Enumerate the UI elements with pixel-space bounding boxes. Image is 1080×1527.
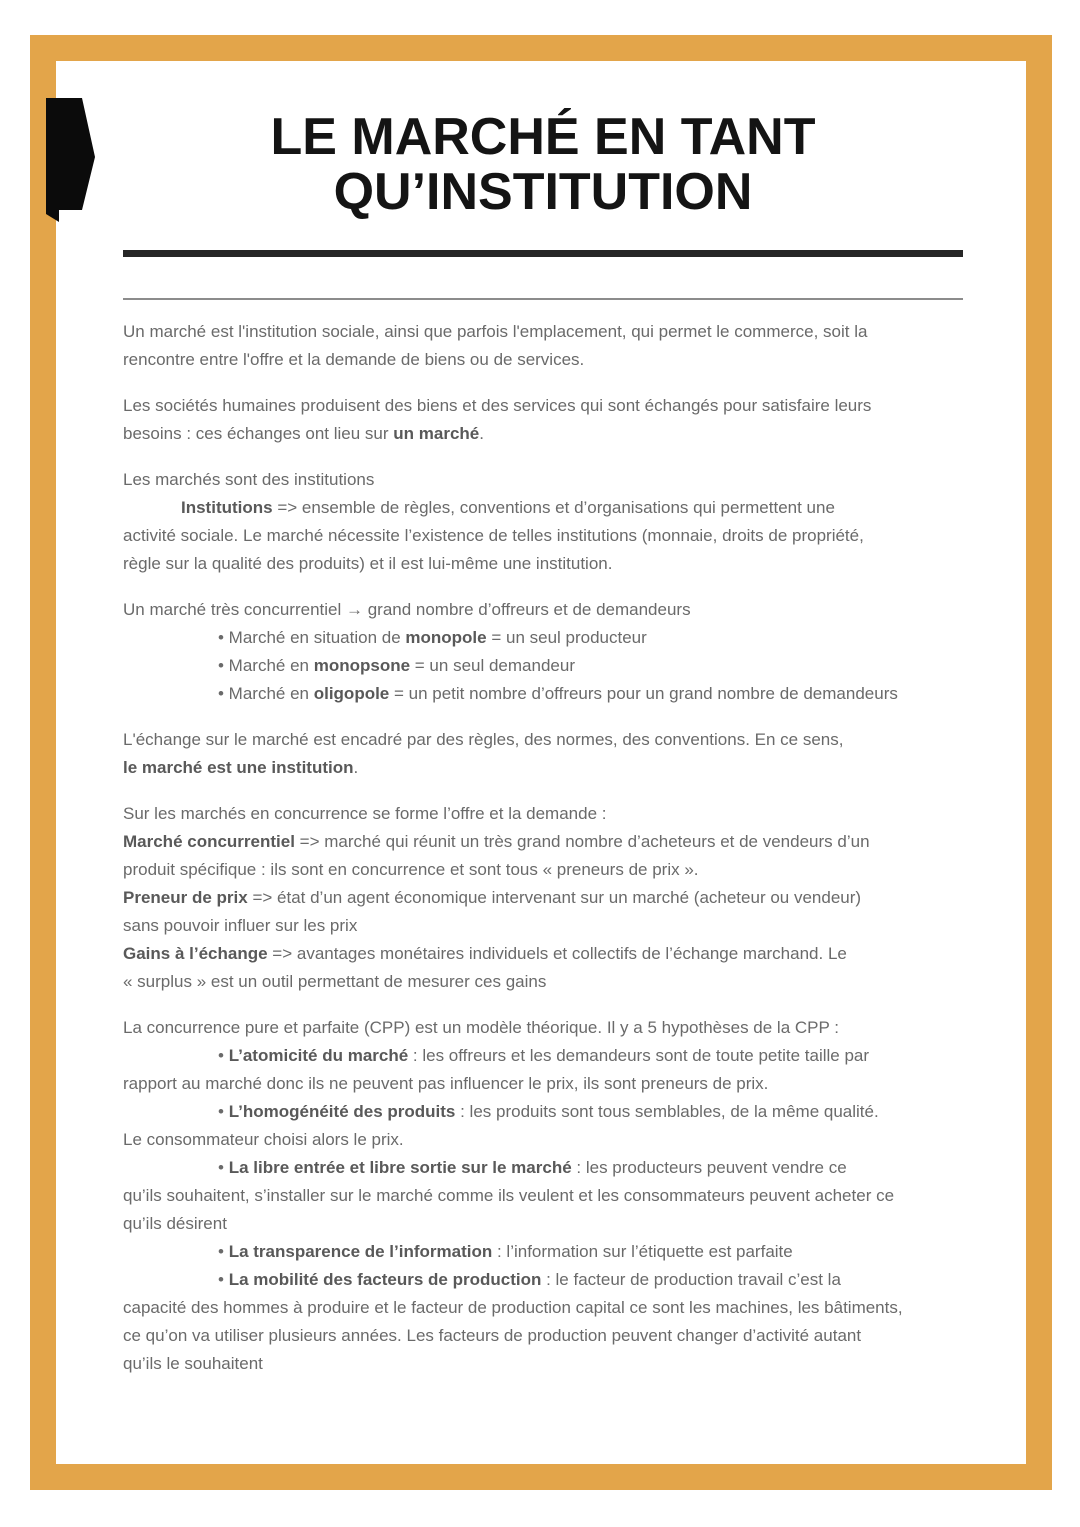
page-title-line-1: LE MARCHÉ EN TANT	[270, 108, 816, 166]
bold-text-run: La mobilité des facteurs de production	[228, 1270, 542, 1289]
text-run: : l’information sur l’étiquette est parfaite	[492, 1242, 793, 1261]
paragraph-marches-institutions	[123, 466, 963, 494]
document-body	[123, 318, 963, 1378]
definition-preneur-de-prix	[123, 884, 963, 940]
intro-definition	[123, 318, 963, 374]
definition-institutions	[123, 494, 963, 578]
bullet-libre-entree	[123, 1154, 963, 1238]
bold-text-run: monopole	[405, 628, 487, 647]
paragraph-cpp	[123, 1014, 963, 1042]
text-run: La concurrence pure et parfaite (CPP) est un modèle théorique. Il y a 5 hypothèses de la CPP :	[123, 1018, 839, 1037]
text-run: Les marchés sont des institutions	[123, 470, 375, 489]
bold-text-run: le marché est une institution	[123, 758, 354, 777]
text-run: : les producteurs peuvent vendre ce	[571, 1158, 847, 1177]
text-run: sans pouvoir influer sur les prix	[123, 916, 358, 935]
text-run: •	[218, 1270, 229, 1289]
text-run: qu’ils désirent	[123, 1214, 227, 1233]
bold-text-run: oligopole	[313, 684, 390, 703]
text-run: produit spécifique : ils sont en concurrence et sont tous « preneurs de prix ».	[123, 860, 699, 879]
text-run: rapport au marché donc ils ne peuvent pas influencer le prix, ils sont preneurs de prix.	[123, 1074, 769, 1093]
text-run: Les sociétés humaines produisent des biens et des services qui sont échangés pour satisfaire leurs	[123, 396, 872, 415]
paragraph-offre-demande	[123, 800, 963, 828]
bold-text-run: L’atomicité du marché	[228, 1046, 409, 1065]
paragraph-societes	[123, 392, 963, 448]
bullet-atomicite	[123, 1042, 963, 1098]
text-run: = un seul demandeur	[410, 656, 575, 675]
bold-text-run: La transparence de l’information	[228, 1242, 493, 1261]
text-run: Sur les marchés en concurrence se forme l’offre et la demande :	[123, 804, 607, 823]
definition-gains-echange	[123, 940, 963, 996]
text-run: => ensemble de règles, conventions et d’organisations qui permettent une	[272, 498, 835, 517]
bullet-transparence	[123, 1238, 963, 1266]
definition-marche-concurrentiel	[123, 828, 963, 884]
bullet-monopole	[123, 624, 963, 652]
text-run: => avantages monétaires individuels et collectifs de l’échange marchand. Le	[267, 944, 847, 963]
bullet-monopsone	[123, 652, 963, 680]
text-run: •	[218, 1158, 229, 1177]
text-run: .	[479, 424, 484, 443]
text-run: : les produits sont tous semblables, de la même qualité.	[455, 1102, 879, 1121]
bold-text-run: La libre entrée et libre sortie sur le marché	[228, 1158, 572, 1177]
text-run: => état d’un agent économique intervenant sur un marché (acheteur ou vendeur)	[247, 888, 862, 907]
bold-text-run: Preneur de prix	[123, 888, 248, 907]
text-run: : le facteur de production travail c’est la	[541, 1270, 841, 1289]
text-run: Un marché est l'institution sociale, ainsi que parfois l'emplacement, qui permet le commerce, soit la	[123, 322, 868, 341]
page-title	[123, 110, 963, 220]
text-run: • Marché en situation de	[218, 628, 406, 647]
title-rule-thick	[123, 250, 963, 257]
text-run: Le consommateur choisi alors le prix.	[123, 1130, 404, 1149]
document-content	[123, 60, 963, 1378]
bold-text-run: un marché	[393, 424, 480, 443]
bullet-homogeneite	[123, 1098, 963, 1154]
text-run: = un seul producteur	[486, 628, 647, 647]
text-run: L'échange sur le marché est encadré par des règles, des normes, des conventions. En ce sens,	[123, 730, 844, 749]
text-run: • Marché en	[218, 684, 314, 703]
text-run: : les offreurs et les demandeurs sont de toute petite taille par	[408, 1046, 870, 1065]
text-run: .	[353, 758, 359, 777]
title-rule-thin	[123, 298, 963, 300]
text-run: •	[218, 1242, 229, 1261]
text-run: Un marché très concurrentiel → grand nombre d’offreurs et de demandeurs	[123, 600, 691, 619]
bold-text-run: monopsone	[313, 656, 411, 675]
text-run: « surplus » est un outil permettant de mesurer ces gains	[123, 972, 547, 991]
text-run: •	[218, 1046, 229, 1065]
text-run: • Marché en	[218, 656, 314, 675]
bold-text-run: Gains à l’échange	[123, 944, 268, 963]
text-run: = un petit nombre d’offreurs pour un grand nombre de demandeurs	[389, 684, 898, 703]
text-run: rencontre entre l'offre et la demande de biens ou de services.	[123, 350, 585, 369]
text-run: règle sur la qualité des produits) et il est lui-même une institution.	[123, 554, 613, 573]
bold-text-run: L’homogénéité des produits	[228, 1102, 456, 1121]
text-run: •	[218, 1102, 229, 1121]
text-run: qu’ils le souhaitent	[123, 1354, 263, 1373]
text-run: ce qu’on va utiliser plusieurs années. Les facteurs de production peuvent changer d’activité autant	[123, 1326, 862, 1345]
text-run: qu’ils souhaitent, s’installer sur le marché comme ils veulent et les consommateurs peuvent acheter ce	[123, 1186, 895, 1205]
text-run: capacité des hommes à produire et le facteur de production capital ce sont les machines, les bâtiments,	[123, 1298, 903, 1317]
bold-text-run: Institutions	[181, 498, 273, 517]
paragraph-marche-tres-concurrentiel	[123, 596, 963, 624]
text-run: => marché qui réunit un très grand nombre d’acheteurs et de vendeurs d’un	[294, 832, 870, 851]
bold-text-run: Marché concurrentiel	[123, 832, 295, 851]
text-run: activité sociale. Le marché nécessite l’existence de telles institutions (monnaie, droits de propriété,	[123, 526, 864, 545]
bullet-mobilite	[123, 1266, 963, 1378]
page-title-line-2: QU’INSTITUTION	[333, 163, 753, 221]
text-run: besoins : ces échanges ont lieu sur	[123, 424, 394, 443]
bullet-oligopole	[123, 680, 963, 708]
bookmark-ribbon-icon	[46, 98, 96, 223]
paragraph-echange-regles	[123, 726, 963, 782]
